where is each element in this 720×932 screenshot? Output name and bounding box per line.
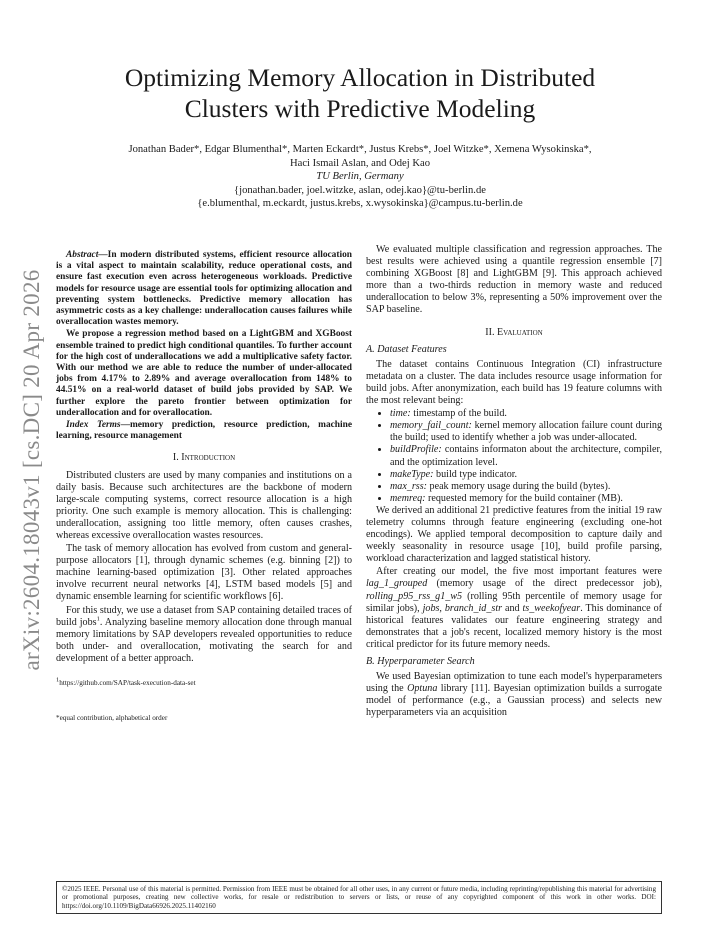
intro-paragraph-3: For this study, we use a dataset from SAP containing detailed traces of build jobs$^1$. Analyzing baseline memory allocation done through manual memory limitations by SAP developers revealed opportunities to reduce both under- and overallocation, motivating the search for and development of a better approach. bbox=[56, 604, 352, 664]
email-line-2: {e.blumenthal, m.eckardt, justus.krebs, x.wysokinska}@campus.tu-berlin.de bbox=[197, 198, 523, 209]
abstract bbox=[56, 250, 352, 442]
arxiv-stamp-text: arXiv:2604.18043v1 [cs.DC] 20 Apr 2026 bbox=[19, 269, 44, 671]
authors-line-1: Jonathan Bader*, Edgar Blumenthal*, Marten Eckardt*, Justus Krebs*, Joel Witzke*, Xemena Wysokinska*, bbox=[128, 144, 592, 155]
intro-paragraph-2: The task of memory allocation has evolved from custom and general-purpose allocators [1], through dynamic schemes (e.g. binning [2]) to machine learning-based optimization [3]. Other related approaches involve recurrent neural networks [4], LSTM based models [5] and dynamic ensemble learning for scientific workflows [6]. bbox=[56, 543, 352, 603]
left-column bbox=[56, 250, 352, 723]
authors-line-2: Haci Ismail Aslan, and Odej Kao bbox=[289, 157, 431, 169]
index-terms-label: Index Terms bbox=[66, 420, 121, 431]
feature-item: • time: timestamp of the build. bbox=[390, 408, 662, 420]
index-terms: Index Terms—memory prediction, resource prediction, machine learning, resource management bbox=[56, 420, 352, 442]
dataset-paragraph-3: After creating our model, the five most important features were lag_1_grouped (memory usage of the direct predecessor job), rolling_p95_rss_g1_w5 (rolling 95th percentile of memory usage for similar jobs), jobs, branch_id_str and ts_weekofyear. This dominance of historical features validates our feature engineering strategy and demonstrates that a job's recent, localized memory history is the most critical predictor for its future memory needs. bbox=[366, 566, 662, 650]
footnote-url[interactable]: https://github.com/SAP/task-execution-data-set bbox=[59, 679, 196, 688]
arxiv-stamp bbox=[12, 260, 52, 680]
abstract-label: Abstract bbox=[66, 250, 99, 260]
footnote-ref: 1 bbox=[96, 615, 100, 623]
feature-item: • memory_fail_count: kernel memory allocation failure count during the build; used to identify whether a job was under-allocated. bbox=[390, 420, 662, 444]
dataset-paragraph-1: The dataset contains Continuous Integration (CI) infrastructure metadata on a cluster. The data includes resource usage information for build jobs. After anonymization, each build has 19 feature columns with the most relevant being: bbox=[366, 358, 662, 407]
intro-continuation-paragraph: We evaluated multiple classification and regression approaches. The best results were achieved using a quantile regression ensemble [7] combining XGBoost [8] and LightGBM [9]. This approach achieved more than a two-thirds reduction in memory waste and reduced underallocation to below 3%, representing a 50% improvement over the SAP baseline. bbox=[366, 244, 662, 316]
feature-item: • makeType: build type indicator. bbox=[390, 469, 662, 481]
feature-list bbox=[366, 408, 662, 505]
paper-title: Optimizing Memory Allocation in Distributed Clusters with Predictive Modeling bbox=[124, 63, 596, 123]
contribution-note: *equal contribution, alphabetical order bbox=[56, 714, 168, 723]
footnote-mark: 1 bbox=[56, 676, 60, 684]
intro-paragraph-1: Distributed clusters are used by many companies and institutions on a daily basis. Because such architectures are the backbone of modern large-scale computing systems, correct resource allocation is a high priority. One such example is memory allocation. This is challenging: underallocation, assigning too little memory, often causes crashes, whereas excessive overallocation wastes resources. bbox=[56, 469, 352, 542]
evaluation-heading: II. Evaluation bbox=[485, 326, 543, 338]
intro-heading: I. Introduction bbox=[172, 452, 236, 464]
author-block bbox=[60, 143, 660, 211]
hyperparameter-heading: B. Hyperparameter Search bbox=[366, 656, 475, 667]
copyright-notice: ©2025 IEEE. Personal use of this material is permitted. Permission from IEEE must be obtained for all other uses, in any current or future media, including reprinting/republishing this material for advertising or promotional purposes, creating new collective works, for resale or redistribution to servers or lists, or reuse of any copyrighted component of this work in other works. DOI: https://doi.org/10.1109/BigData66926.2025.11402160 bbox=[56, 881, 662, 914]
right-column bbox=[366, 244, 662, 720]
feature-item: • max_rss: peak memory usage during the build (bytes). bbox=[390, 481, 662, 493]
abstract-paragraph-1: Abstract—In modern distributed systems, efficient resource allocation is a vital aspect to maintain scalability, reduce operational costs, and ensure fast execution even across heterogeneous workloads. Predictive models for resource usage are essential tools for optimizing allocation and preventing system bottlenecks. Predictive memory allocation has asymmetric costs as a key challenge: underallocation causes failures while overallocation wastes memory. bbox=[56, 250, 352, 328]
feature-item: • buildProfile: contains informaton about the architecture, compiler, and the optimization level. bbox=[390, 444, 662, 468]
dataset-features-heading: A. Dataset Features bbox=[366, 343, 447, 355]
feature-item: • memreq: requested memory for the build container (MB). bbox=[390, 493, 662, 505]
hyperparameter-paragraph: We used Bayesian optimization to tune each model's hyperparameters using the Optuna library [11]. Bayesian optimization builds a surrogate model of performance (e.g., a Gaussian process) and selects new hyperparameters via an acquisition bbox=[366, 671, 662, 719]
dataset-paragraph-2: We derived an additional 21 predictive features from the initial 19 raw telemetry columns through feature engineering (excluding one-hot encodings). We applied temporal decomposition to capture daily and weekly seasonality in resource usage [10], build profile parsing, workload characterization and lagged statistical history. bbox=[366, 504, 662, 565]
affiliation: TU Berlin, Germany bbox=[316, 171, 404, 182]
footnote bbox=[56, 676, 352, 688]
abstract-paragraph-2: We propose a regression method based on a LightGBM and XGBoost ensemble trained to predict high conditional quantiles. To further account for the high cost of underallocations we add a multiplicative safety factor. With our method we are able to reduce the number of under-allocated jobs from 4.17% to 2.89% and average overallocation from 148% to 44.51% on a real-world dataset of build jobs provided by SAP. We further explore the pareto frontier between optimization for underallocation and for overallocation. bbox=[56, 329, 352, 418]
email-line-1: {jonathan.bader, joel.witzke, aslan, odej.kao}@tu-berlin.de bbox=[234, 184, 486, 196]
